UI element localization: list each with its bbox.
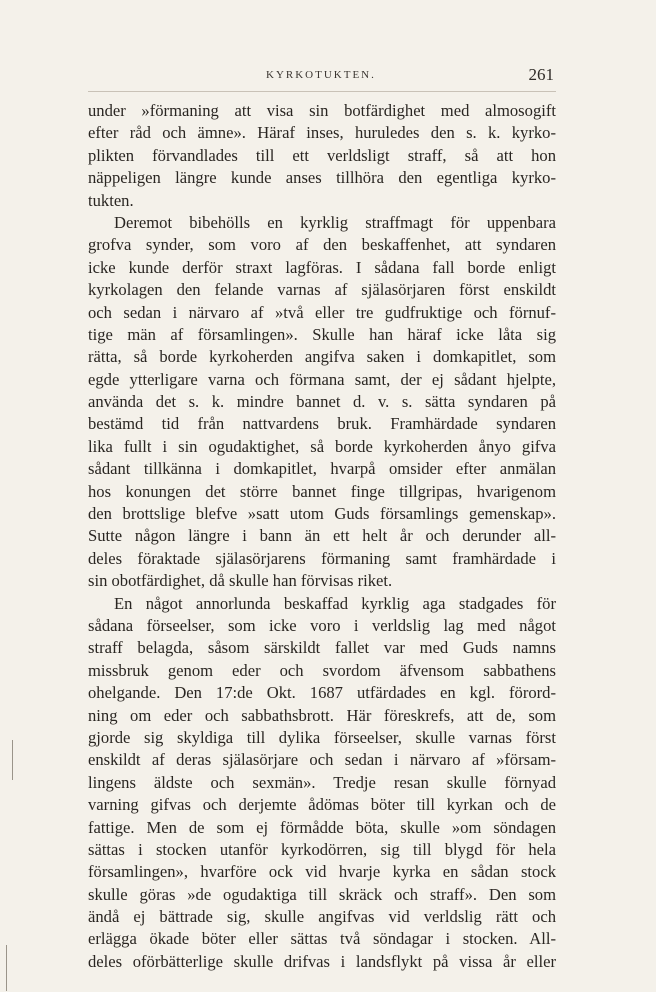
text-line: lika fullt i sin ogudaktighet, så borde kyrkoherden ånyo gifva xyxy=(88,436,556,456)
running-head: KYRKOTUKTEN. xyxy=(266,69,376,81)
text-line: Sutte någon längre i bann än ett helt år och derunder all- xyxy=(88,526,556,546)
text-line: tige män af församlingen». Skulle han häraf icke låta sig xyxy=(88,324,556,344)
text-line: missbruk genom eder och svordom äfvensom sabbathens xyxy=(88,660,556,680)
text-line: enskildt af deras själasörjare och sedan i närvaro af »försam- xyxy=(88,750,556,770)
text-line: En något annorlunda beskaffad kyrklig aga stadgades för xyxy=(114,593,556,613)
text-line: näppeligen längre kunde anses tillhöra den egentliga kyrko- xyxy=(88,168,556,188)
text-line: varning gifvas och derjemte ådömas böter till kyrkan och de xyxy=(88,795,556,815)
text-line: den brottslige blefve »satt utom Guds församlings gemenskap». xyxy=(88,504,556,524)
text-line: deles oförbätterlige skulle drifvas i landsflykt på vissa år eller xyxy=(88,951,556,971)
text-line: ändå ej bättrade sig, skulle angifvas vid verldslig rätt och xyxy=(88,907,556,927)
text-line: ning om eder och sabbathsbrott. Här föreskrefs, att de, som xyxy=(88,705,556,725)
text-line: efter råd och ämne». Häraf inses, huruledes den s. k. kyrko- xyxy=(88,123,556,143)
text-line: ohelgande. Den 17:de Okt. 1687 utfärdades en kgl. förord- xyxy=(88,683,556,703)
body-text xyxy=(88,100,556,973)
text-line: sådant tillkänna i domkapitlet, hvarpå omsider efter anmälan xyxy=(88,459,556,479)
page-header xyxy=(88,65,558,88)
text-line: straff belagda, såsom särskildt fallet var med Guds namns xyxy=(88,638,556,658)
text-line: församlingen», hvarföre ock vid hvarje kyrka en sådan stock xyxy=(88,862,556,882)
margin-mark xyxy=(6,945,7,991)
page-number: 261 xyxy=(528,65,554,84)
margin-mark xyxy=(12,740,13,780)
text-line: gjorde sig skyldiga till dylika förseelser, skulle varnas först xyxy=(88,727,556,747)
text-line: använda det s. k. mindre bannet d. v. s. sätta syndaren på xyxy=(88,392,556,412)
text-line: icke kunde derför straxt lagföras. I sådana fall borde enligt xyxy=(88,257,556,277)
text-line: och sedan i närvaro af »två eller tre gudfruktige och förnuf- xyxy=(88,302,556,322)
text-line: erlägga ökade böter eller sättas två söndagar i stocken. All- xyxy=(88,929,556,949)
text-line: sådana förseelser, som icke voro i verldslig lag med något xyxy=(88,615,556,635)
text-line: kyrkolagen den felande varnas af själasörjaren först enskildt xyxy=(88,280,556,300)
text-line: bestämd tid från nattvardens bruk. Framhärdade syndaren xyxy=(88,414,556,434)
text-line: egde ytterligare varna och förmana samt, der ej sådant hjelpte, xyxy=(88,369,556,389)
text-line: rätta, så borde kyrkoherden angifva saken i domkapitlet, som xyxy=(88,347,556,367)
text-line: sättas i stocken utanför kyrkodörren, sig till blygd för hela xyxy=(88,839,556,859)
text-line: skulle göras »de ogudaktiga till skräck och straff». Den som xyxy=(88,884,556,904)
text-line: under »förmaning att visa sin botfärdighet med almosogift xyxy=(88,101,556,120)
text-line: lingens äldste och sexmän». Tredje resan skulle förnyad xyxy=(88,772,556,792)
text-line: Deremot bibehölls en kyrklig straffmagt för uppenbara xyxy=(114,212,556,232)
text-line: deles föraktade själasörjarens förmaning samt framhärdade i xyxy=(88,548,556,568)
text-line: hos konungen det större bannet finge tillgripas, hvarigenom xyxy=(88,481,556,501)
text-line: grofva synder, som voro af den beskaffenhet, att syndaren xyxy=(88,235,556,255)
text-line: plikten förvandlades till ett verldsligt straff, så att hon xyxy=(88,145,556,165)
text-line: sin obotfärdighet, då skulle han förvisas riket. xyxy=(88,571,393,591)
header-rule xyxy=(88,91,556,92)
text-line: fattige. Men de som ej förmådde böta, skulle »om söndagen xyxy=(88,817,556,837)
text-line: tukten. xyxy=(88,190,134,210)
